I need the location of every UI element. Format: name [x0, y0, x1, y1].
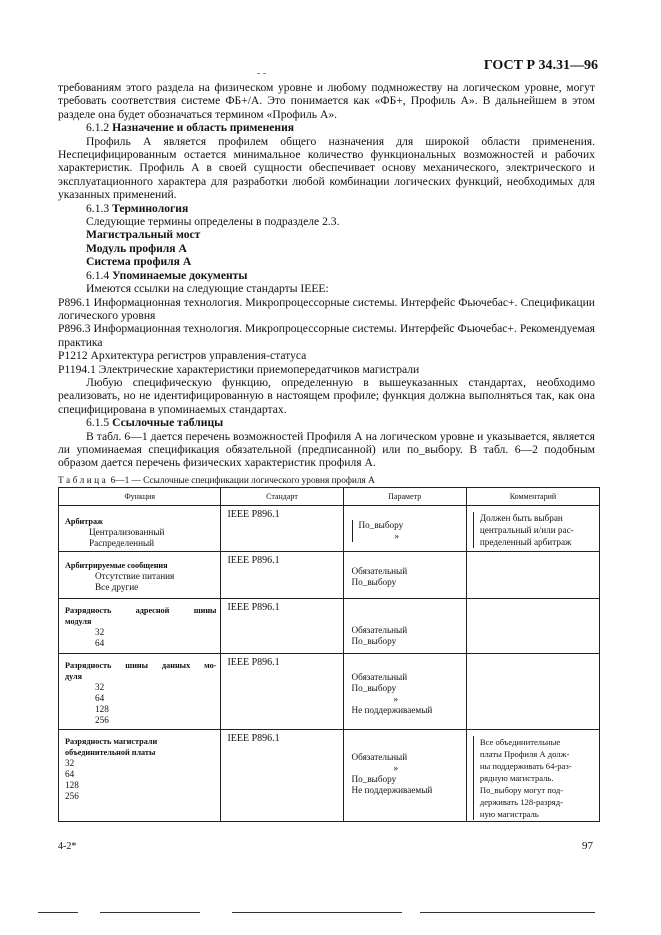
page-number: 97 — [582, 840, 593, 852]
comment-cell: Все объединительные платы Профиля А долж- ны поддерживать 64-раз- рядную магистраль. По_выбору могут под- держивать 128-разряд- ную магистраль — [466, 730, 599, 822]
standard-cell: IEEE P896.1 — [221, 506, 343, 552]
comment-cell — [466, 552, 599, 599]
parameter-cell: Обязательный » По_выбору Не поддерживаемый — [343, 730, 466, 822]
reference: P896.3 Информационная технология. Микропроцессорные системы. Интерфейс Фьючебас+. Рекомендуемая практика — [58, 322, 595, 349]
function-cell: Арбитраж Централизованный Распределенный — [59, 506, 221, 552]
term: Модуль профиля А — [86, 241, 187, 255]
scan-rule — [420, 912, 595, 913]
parameter-cell: Обязательный По_выбору — [343, 599, 466, 654]
term: Магистральный мост — [86, 228, 201, 242]
body-text — [58, 81, 595, 470]
comment-cell — [466, 654, 599, 730]
table-row — [59, 599, 600, 654]
function-cell: Разрядность адресной шины модуля 32 64 — [59, 599, 221, 654]
comment-cell — [466, 599, 599, 654]
column-header: Стандарт — [221, 488, 343, 506]
parameter-cell: По_выбору » — [343, 506, 466, 552]
scan-rule — [100, 912, 200, 913]
paragraph: В табл. 6—1 дается перечень возможностей Профиля А на логическом уровне и указывается, является ли упоминаемая спецификация обязательной (предписанной) или по_выбору. В табл. 6—2 подобным образом дается перечень физических характеристик профиля А. — [58, 429, 595, 470]
section-heading: 6.1.3 Терминология — [86, 201, 189, 215]
section-heading: 6.1.2 Назначение и область применения — [86, 121, 295, 135]
table-row — [59, 552, 600, 599]
scan-rule — [38, 912, 78, 913]
table-header-row — [59, 488, 600, 506]
comment-cell: Должен быть выбран центральный и/или рас- пределенный арбитраж — [466, 506, 599, 552]
standard-cell: IEEE P896.1 — [221, 654, 343, 730]
paragraph: требованиям этого раздела на физическом уровне и любому подмножеству на логическом уровне, могут требовать соответствия системе ФБ+/А. Это понимается как «ФБ+, Профиль А». В дальнейшем в этом разделе она будет обозначаться термином «Профиль А». — [58, 81, 595, 121]
reference: P896.1 Информационная технология. Микропроцессорные системы. Интерфейс Фьючебас+. Спецификации логического уровня — [58, 295, 595, 322]
table-row — [59, 654, 600, 730]
reference: P1212 Архитектура регистров управления-статуса — [58, 349, 307, 363]
function-cell: Разрядность магистрали объединительной платы 32 64 128 256 — [59, 730, 221, 822]
standard-cell: IEEE P896.1 — [221, 552, 343, 599]
reference-table — [58, 487, 600, 822]
scan-mark: - - — [257, 68, 267, 79]
paragraph: Следующие термины определены в подразделе 2.3. — [86, 215, 340, 229]
section-heading: 6.1.4 Упоминаемые документы — [86, 268, 248, 282]
paragraph: Имеются ссылки на следующие стандарты IEEE: — [86, 282, 329, 296]
parameter-cell: Обязательный По_выбору » Не поддерживаемый — [343, 654, 466, 730]
table-row — [59, 506, 600, 552]
paragraph: Любую специфическую функцию, определенную в вышеуказанных стандартах, необходимо реализовать, но не идентифицированную в настоящем профиле; функция должна выполняться так, как она специфицирована в упоминаемых стандартах. — [58, 375, 595, 416]
function-cell: Разрядность шины данных мо- дуля 32 64 128 256 — [59, 654, 221, 730]
document-code: ГОСТ Р 34.31—96 — [483, 58, 598, 73]
footer-signature: 4-2* — [58, 841, 77, 852]
section-heading: 6.1.5 Ссылочные таблицы — [86, 416, 224, 430]
reference: P1194.1 Электрические характеристики приемопередатчиков магистрали — [58, 362, 420, 376]
table-row — [59, 730, 600, 822]
function-cell: Арбитрируемые сообщения Отсутствие питания Все другие — [59, 552, 221, 599]
scan-rule — [232, 912, 402, 913]
standard-cell: IEEE P896.1 — [221, 599, 343, 654]
table-caption: Таблица 6—1 — Ссылочные спецификации логического уровня профиля А — [58, 476, 375, 486]
column-header: Функция — [59, 488, 221, 506]
column-header: Комментарий — [466, 488, 599, 506]
column-header: Параметр — [343, 488, 466, 506]
standard-cell: IEEE P896.1 — [221, 730, 343, 822]
term: Система профиля А — [86, 255, 192, 269]
parameter-cell: Обязательный По_выбору — [343, 552, 466, 599]
paragraph: Профиль А является профилем общего назначения для широкой области применения. Неспецифицированным остается минимальное количество функциональных возможностей и рабочих характеристик. Профиль А в своей сущности обеспечивает основу механического, электрического и эксплуатационного характера для разработки любой комбинации логических функций, необходимых для указанных применений. — [58, 134, 595, 202]
